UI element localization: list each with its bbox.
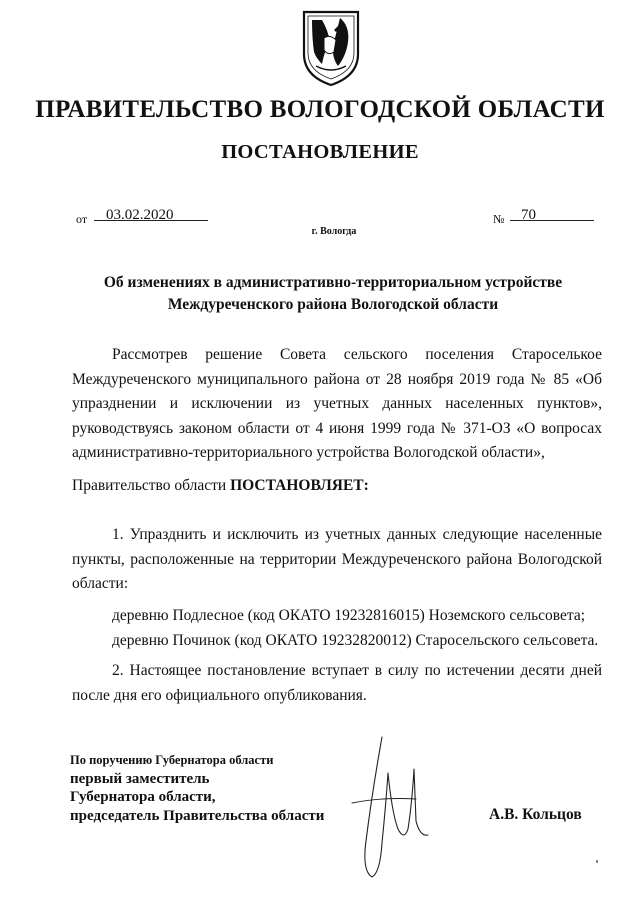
document-number: 70 bbox=[521, 207, 536, 223]
signatory-line-2: первый заместитель bbox=[70, 770, 210, 787]
signatory-line-3: Губернатора области, bbox=[70, 789, 216, 805]
handwritten-signature bbox=[342, 733, 432, 879]
clause-2-paragraph: 2. Настоящее постановление вступает в силу по истечении десяти дней после дня его официального опубликования. bbox=[72, 662, 602, 704]
settlement-item-2: деревню Починок (код ОКАТО 19232820012) Старосельского сельсовета. bbox=[112, 632, 599, 649]
heading-line-1: Об изменениях в административно-территориальном устройстве bbox=[103, 274, 563, 291]
settlement-item-1: деревню Подлесное (код ОКАТО 19232816015) Ноземского сельсовета; bbox=[112, 607, 586, 624]
resolves-keyword: ПОСТАНОВЛЯЕТ: bbox=[230, 477, 369, 494]
organization-title: ПРАВИТЕЛЬСТВО ВОЛОГОДСКОЙ ОБЛАСТИ bbox=[35, 96, 605, 123]
heading-line-2: Междуреченского района Вологодской области bbox=[167, 296, 499, 313]
date-prefix: от bbox=[76, 212, 88, 226]
signer-name: А.В. Кольцов bbox=[489, 806, 582, 823]
document-heading bbox=[80, 272, 586, 316]
preamble-paragraph: Рассмотрев решение Совета сельского поселения Староселькое Междуреченского муниципального района от 28 ноября 2019 года № 85 «Об упразднении и исключении из учетных данных населенных пунктов», руководствуясь законом области от 4 июня 1999 года № 371-ОЗ «О вопросах административно-территориального устройства Вологодской области», bbox=[72, 346, 602, 461]
coat-of-arms-emblem bbox=[300, 8, 362, 88]
signatory-line-4: председатель Правительства области bbox=[70, 807, 325, 824]
document-date: 03.02.2020 bbox=[106, 207, 174, 223]
clause-1-paragraph: 1. Упразднить и исключить из учетных данных следующие населенные пункты, расположенные на территории Междуреченского района Вологодской области: bbox=[72, 526, 602, 592]
resolves-paragraph bbox=[72, 474, 602, 499]
signatory-block bbox=[70, 751, 324, 825]
scan-speck bbox=[596, 860, 598, 863]
city: г. Вологда bbox=[311, 226, 357, 237]
document-type: ПОСТАНОВЛЕНИЕ bbox=[221, 141, 419, 163]
signatory-line-1: По поручению Губернатора области bbox=[70, 753, 274, 767]
number-prefix: № bbox=[493, 212, 505, 226]
resolves-lead: Правительство области bbox=[72, 477, 231, 494]
